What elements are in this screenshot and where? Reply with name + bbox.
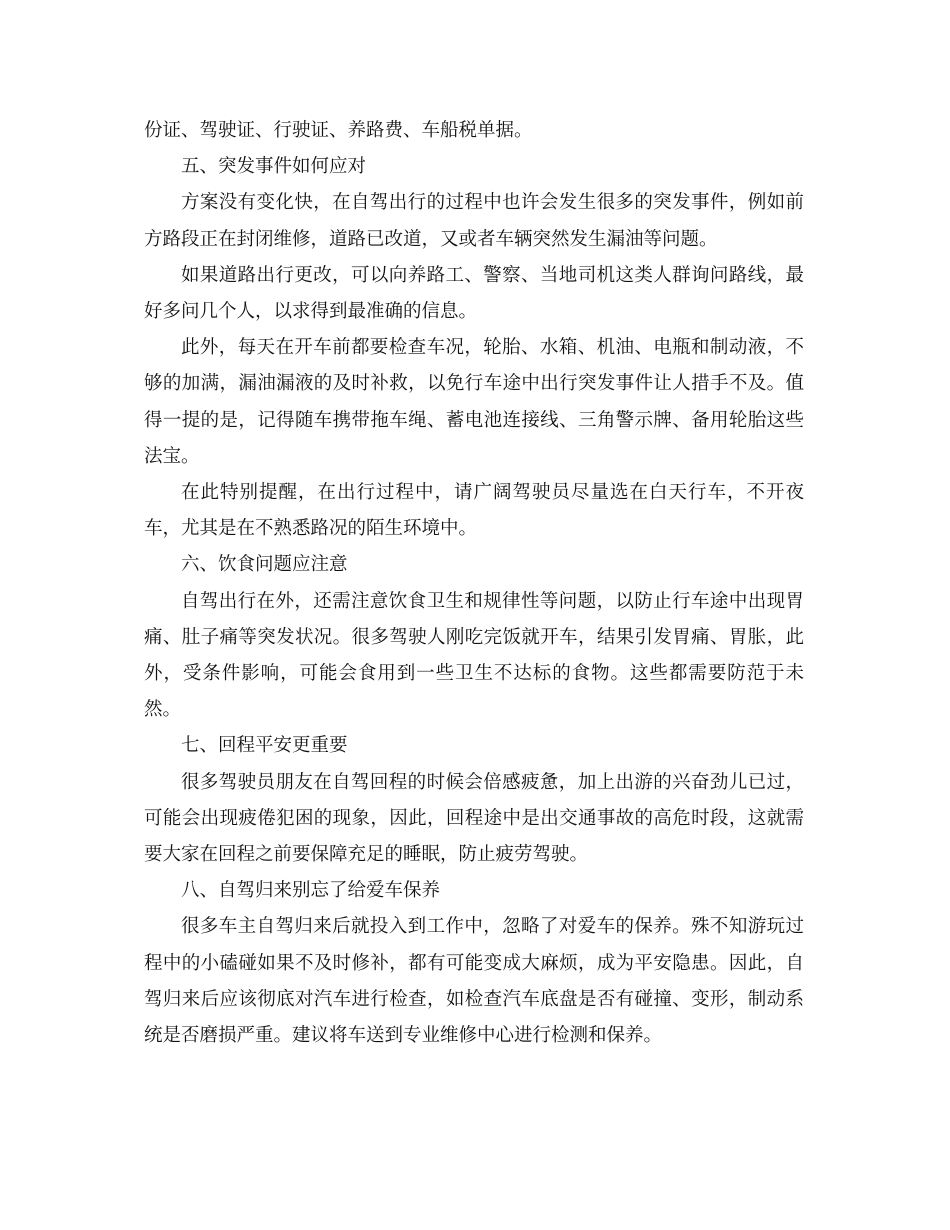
paragraph-daytime-driving: 在此特别提醒，在出行过程中，请广阔驾驶员尽量选在白天行车，不开夜车，尤其是在不熟悉路况的陌生环境中。: [144, 482, 804, 540]
section-heading-maintenance: 八、自驾归来别忘了给爱车保养: [181, 880, 441, 902]
section-heading-emergencies: 五、突发事件如何应对: [181, 156, 367, 178]
paragraph-ask-route: 如果道路出行更改，可以向养路工、警察、当地司机这类人群询问路线，最好多问几个人，以求得到最准确的信息。: [144, 264, 804, 323]
section-heading-return-trip: 七、回程平安更重要: [181, 735, 348, 757]
paragraph-car-maintenance: 很多车主自驾归来后就投入到工作中，忽略了对爱车的保养。殊不知游玩过程中的小磕碰如果不及时修补，都有可能变成大麻烦，成为平安隐患。因此，自驾归来后应该彻底对汽车进行检查，如检查汽车底盘是否有碰撞、变形，制动系统是否磨损严重。建议将车送到专业维修中心进行检测和保养。: [144, 916, 804, 1047]
paragraph-food-hygiene: 自驾出行在外，还需注意饮食卫生和规律性等问题，以防止行车途中出现胃痛、肚子痛等突发状况。很多驾驶人刚吃完饭就开车，结果引发胃痛、胃胀，此外，受条件影响，可能会食用到一些卫生不达标的食物。这些都需要防范于未然。: [144, 590, 804, 721]
section-heading-diet: 六、饮食问题应注意: [181, 554, 348, 576]
paragraph-fatigue: 很多驾驶员朋友在自驾回程的时候会倍感疲惫，加上出游的兴奋劲儿已过，可能会出现疲倦犯困的现象，因此，回程途中是出交通事故的高危时段，这就需要大家在回程之前要保障充足的睡眠，防止疲劳驾驶。: [144, 771, 804, 866]
paragraph-plan-changes: 方案没有变化快，在自驾出行的过程中也许会发生很多的突发事件，例如前方路段正在封闭维修，道路已改道，又或者车辆突然发生漏油等问题。: [144, 192, 804, 250]
paragraph-vehicle-check: 此外，每天在开车前都要检查车况，轮胎、水箱、机油、电瓶和制动液，不够的加满，漏油漏液的及时补救，以免行车途中出行突发事件让人措手不及。值得一提的是，记得随车携带拖车绳、蓄电池连接线、三角警示牌、备用轮胎这些法宝。: [144, 337, 804, 467]
document-body: [144, 113, 804, 1054]
paragraph-id-documents: 份证、驾驶证、行驶证、养路费、车船税单据。: [144, 120, 533, 141]
